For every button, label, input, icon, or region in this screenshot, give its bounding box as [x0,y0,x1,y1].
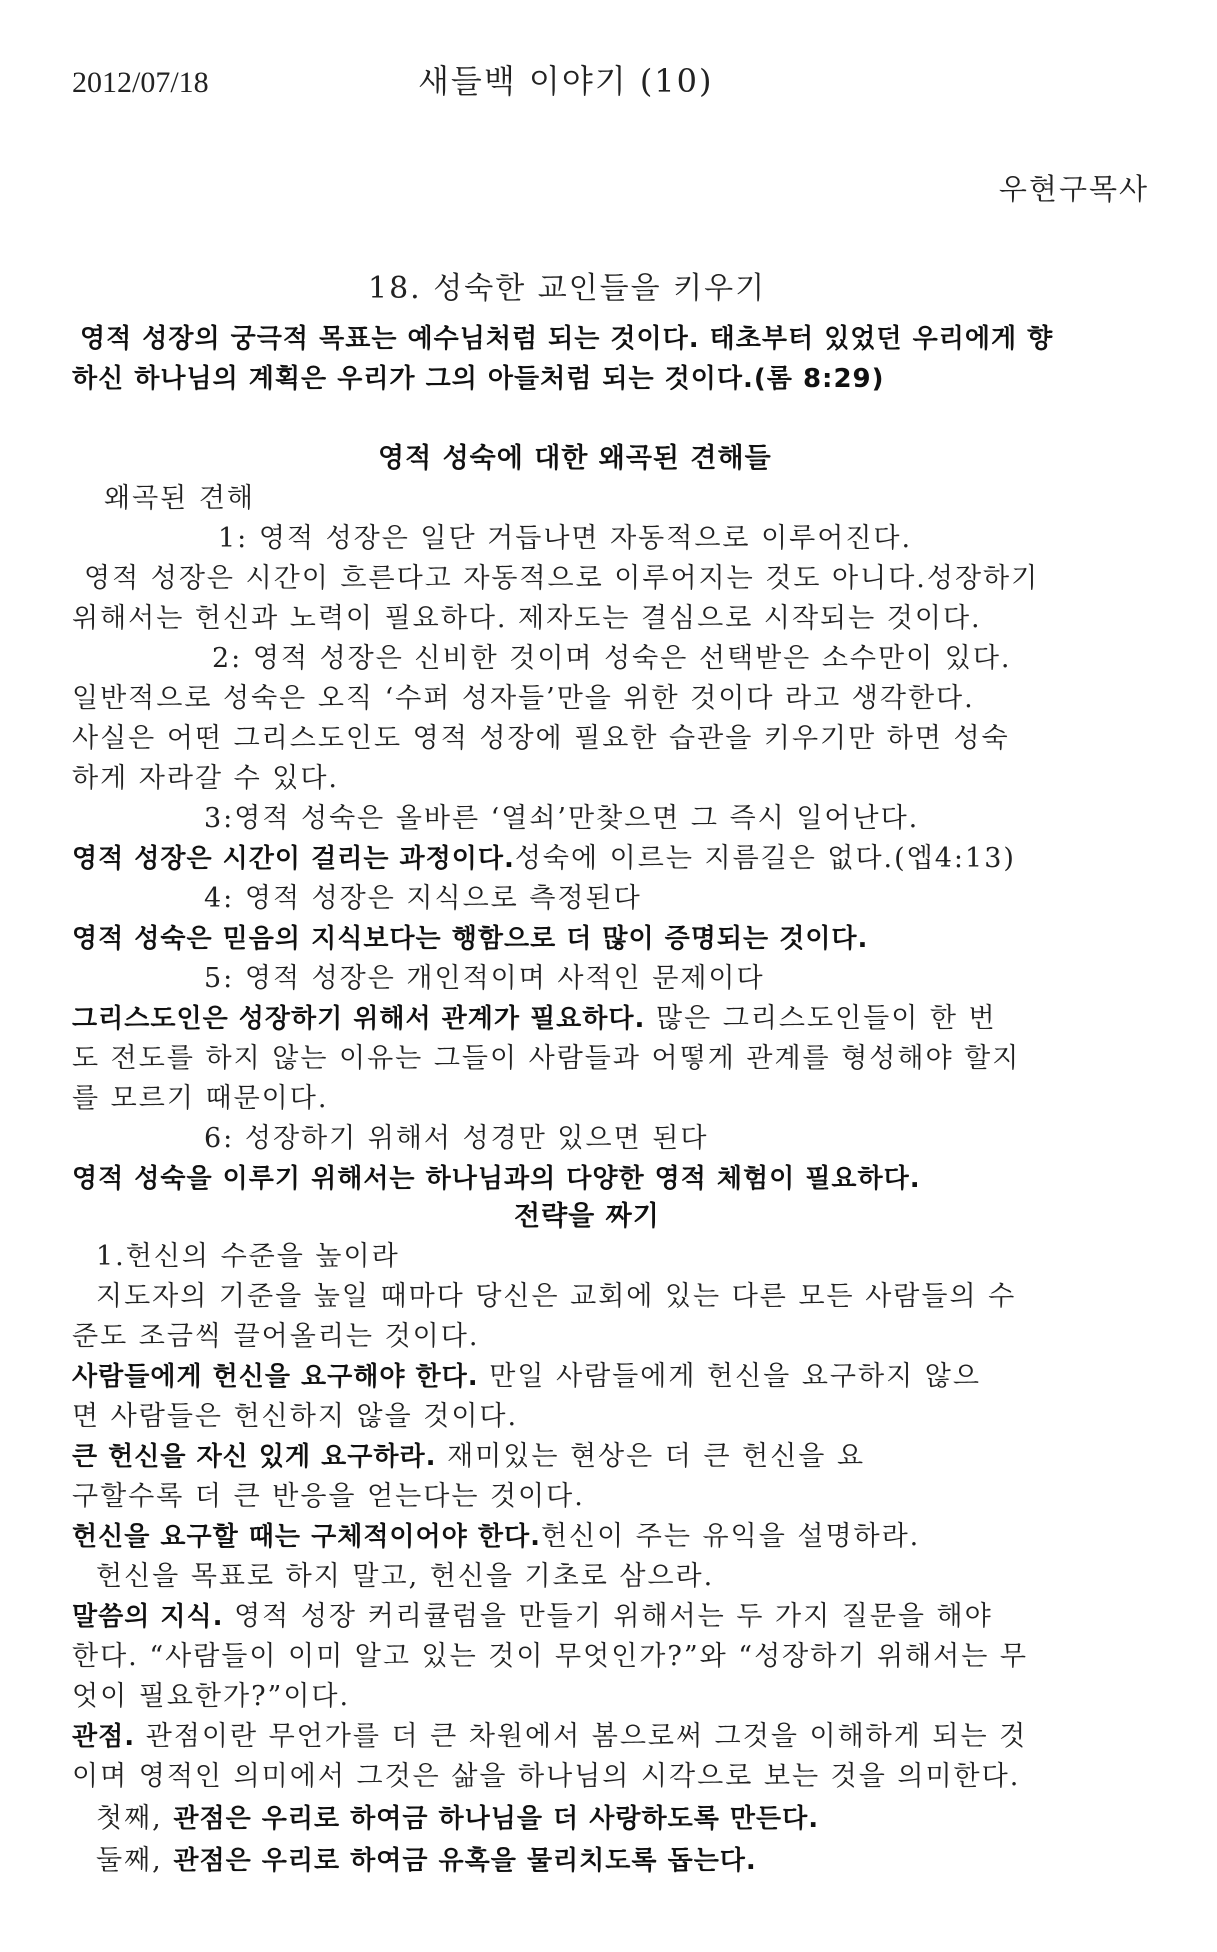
distorted-view-1-line-1: 영적 성장은 시간이 흐른다고 자동적으로 이루어지는 것도 아니다.성장하기 [84,563,1040,594]
bold-phrase: 큰 헌신을 자신 있게 요구하라. [72,1442,437,1472]
strategy-p2-line-1 [72,1360,981,1394]
bold-phrase: 사람들에게 헌신을 요구해야 한다. [72,1362,479,1392]
rest-phrase: 재미있는 현상은 더 큰 헌신을 요 [436,1441,866,1472]
bold-phrase: 관점은 우리로 하여금 유혹을 물리치도록 돕는다. [173,1846,757,1876]
subheading-distorted-view: 왜곡된 견해 [104,483,255,514]
strategy-p3-line-2: 구할수록 더 큰 반응을 얻는다는 것이다. [72,1481,585,1512]
strategy-p5: 헌신을 목표로 하지 말고, 헌신을 기초로 삼으라. [96,1561,715,1592]
distorted-view-2-title: 2: 영적 성장은 신비한 것이며 성숙은 선택받은 소수만이 있다. [212,643,1012,674]
rest-phrase: 많은 그리스도인들이 한 번 [645,1003,997,1034]
intro-line-2: 하신 하나님의 계획은 우리가 그의 아들처럼 되는 것이다.(롬 8:29) [72,364,885,394]
intro-line-1: 영적 성장의 궁극적 목표는 예수님처럼 되는 것이다. 태초부터 있었던 우리에게 향 [80,324,1054,354]
strategy-p7-line-1 [72,1720,1027,1754]
bold-phrase: 영적 성장은 시간이 걸리는 과정이다. [72,844,515,874]
distorted-view-2-line-1: 일반적으로 성숙은 오직 ‘수퍼 성자들’만을 위한 것이다 라고 생각한다. [72,683,975,714]
distorted-view-6-title: 6: 성장하기 위해서 성경만 있으면 된다 [204,1123,709,1154]
rest-phrase: 관점이란 무언가를 더 큰 차원에서 봄으로써 그것을 이해하게 되는 것 [135,1721,1028,1752]
strategy-p9 [96,1844,757,1878]
bold-phrase: 그리스도인은 성장하기 위해서 관계가 필요하다. [72,1004,646,1034]
distorted-view-6-line-1: 영적 성숙을 이루기 위해서는 하나님과의 다양한 영적 체험이 필요하다. [72,1164,921,1194]
rest-phrase: 성숙에 이르는 지름길은 없다.(엡4:13) [514,843,1016,874]
section-heading-distorted-views: 영적 성숙에 대한 왜곡된 견해들 [378,443,772,474]
document-title: 새들백 이야기 (10) [418,62,714,100]
strategy-p1-line-1: 지도자의 기준을 높일 때마다 당신은 교회에 있는 다른 모든 사람들의 수 [96,1281,1017,1312]
distorted-view-5-line-3: 를 모르기 때문이다. [72,1083,329,1114]
strategy-p6-line-1 [72,1600,993,1634]
document-author: 우현구목사 [998,172,1149,206]
strategy-p7-line-2: 이며 영적인 의미에서 그것은 삶을 하나님의 시각으로 보는 것을 의미한다. [72,1761,1021,1792]
section-heading-strategy: 전략을 짜기 [514,1201,660,1232]
strategy-p8 [96,1802,819,1836]
distorted-view-5-line-1 [72,1002,997,1036]
document-date: 2012/07/18 [72,66,209,99]
strategy-point-1: 1.헌신의 수준을 높이라 [96,1241,400,1272]
distorted-view-3-title: 3:영적 성숙은 올바른 ‘열쇠’만찾으면 그 즉시 일어난다. [204,803,920,834]
rest-phrase: 만일 사람들에게 헌신을 요구하지 않으 [478,1361,981,1392]
distorted-view-4-line-1: 영적 성숙은 믿음의 지식보다는 행함으로 더 많이 증명되는 것이다. [72,924,869,954]
strategy-p6-line-2: 한다. “사람들이 이미 알고 있는 것이 무엇인가?”와 “성장하기 위해서는 무 [72,1641,1029,1672]
distorted-view-3-line-1 [72,842,1016,876]
strategy-p2-line-2: 면 사람들은 헌신하지 않을 것이다. [72,1401,519,1432]
prefix: 둘째, [96,1845,174,1876]
distorted-view-1-line-2: 위해서는 헌신과 노력이 필요하다. 제자도는 결심으로 시작되는 것이다. [72,603,982,634]
strategy-p1-line-2: 준도 조금씩 끌어올리는 것이다. [72,1321,480,1352]
rest-phrase: 헌신이 주는 유익을 설명하라. [540,1521,921,1552]
strategy-p3-line-1 [72,1440,865,1474]
distorted-view-2-line-3: 하게 자라갈 수 있다. [72,763,339,794]
distorted-view-4-title: 4: 영적 성장은 지식으로 측정된다 [204,883,642,914]
distorted-view-1-title: 1: 영적 성장은 일단 거듭나면 자동적으로 이루어진다. [218,523,913,554]
bold-phrase: 관점. [72,1722,136,1752]
strategy-p6-line-3: 엇이 필요한가?”이다. [72,1681,351,1712]
chapter-title: 18. 성숙한 교인들을 키우기 [368,271,767,306]
distorted-view-5-title: 5: 영적 성장은 개인적이며 사적인 문제이다 [204,963,765,994]
rest-phrase: 영적 성장 커리큘럼을 만들기 위해서는 두 가지 질문을 해야 [223,1601,993,1632]
bold-phrase: 관점은 우리로 하여금 하나님을 더 사랑하도록 만든다. [173,1804,820,1834]
distorted-view-2-line-2: 사실은 어떤 그리스도인도 영적 성장에 필요한 습관을 키우기만 하면 성숙 [72,723,1010,754]
distorted-view-5-line-2: 도 전도를 하지 않는 이유는 그들이 사람들과 어떻게 관계를 형성해야 할지 [72,1043,1021,1074]
bold-phrase: 말씀의 지식. [72,1602,224,1632]
prefix: 첫째, [96,1803,174,1834]
strategy-p4-line-1 [72,1520,920,1554]
bold-phrase: 헌신을 요구할 때는 구체적이어야 한다. [72,1522,541,1552]
